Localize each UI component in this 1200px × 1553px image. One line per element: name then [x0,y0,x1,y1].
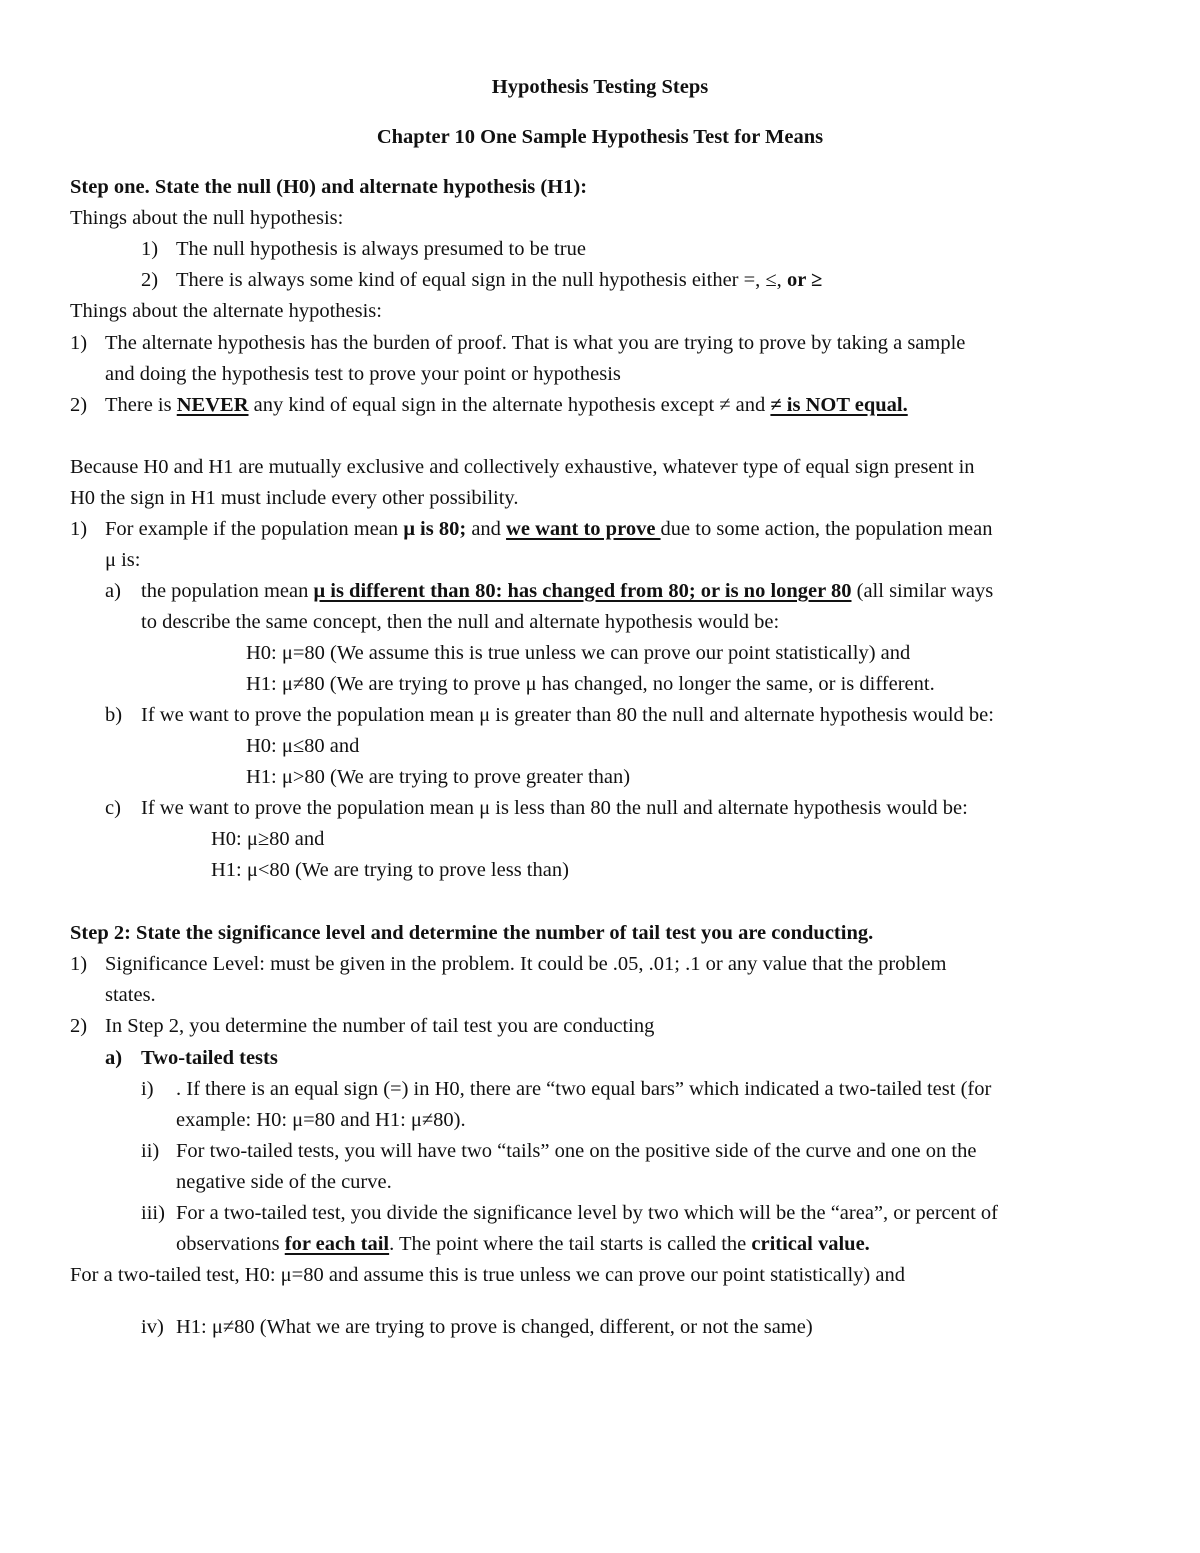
sub-a-marker: a) [105,1047,123,1069]
roman-ii-line2: negative side of the curve. [176,1171,392,1193]
alt-item-2-marker: 2) [70,394,88,416]
case-b-h0: H0: μ≤80 and [246,735,360,757]
alt-item-2-pre: There is [105,394,177,416]
example-pre: For example if the population mean [105,518,404,540]
step2-item-2-text: In Step 2, you determine the number of tail test you are conducting [105,1015,655,1037]
case-a-h1: H1: μ≠80 (We are trying to prove μ has changed, no longer the same, or is different. [246,673,935,695]
example-post: due to some action, the population mean [660,518,993,540]
case-c-text: If we want to prove the population mean μ is less than 80 the null and alternate hypothesis would be: [141,797,968,819]
alt-intro: Things about the alternate hypothesis: [70,300,382,322]
roman-ii-line1: For two-tailed tests, you will have two “tails” one on the positive side of the curve and one on the [176,1140,977,1162]
case-a-line-1 [141,578,993,604]
step2-heading: Step 2: State the significance level and determine the number of tail test you are conducting. [70,922,874,944]
case-a-line-2: to describe the same concept, then the null and alternate hypothesis would be: [141,611,780,633]
case-b-text: If we want to prove the population mean μ is greater than 80 the null and alternate hypothesis would be: [141,704,994,726]
example-line-2: μ is: [105,549,141,571]
example-mid: and [466,518,507,540]
alt-item-2 [105,392,908,418]
null-item-2 [176,267,822,293]
critical-value-emphasis: critical value. [751,1233,870,1255]
null-item-2-bold: or ≥ [786,269,823,291]
null-item-1-marker: 1) [141,238,159,260]
roman-iii-mid: . The point where the tail starts is called the [389,1233,752,1255]
case-b-h1: H1: μ>80 (We are trying to prove greater than) [246,766,631,788]
roman-i-line1: . If there is an equal sign (=) in H0, there are “two equal bars” which indicated a two-tailed test (for [176,1078,992,1100]
alt-item-1-line1: The alternate hypothesis has the burden of proof. That is what you are trying to prove by taking a sample [105,332,966,354]
because-line-1: Because H0 and H1 are mutually exclusive and collectively exhaustive, whatever type of equal sign present in [70,456,975,478]
roman-i-marker: i) [141,1078,154,1100]
roman-iii-pre: observations [176,1233,285,1255]
case-c-h1: H1: μ<80 (We are trying to prove less than) [211,859,569,881]
case-b-marker: b) [105,704,123,726]
alt-item-2-mid: any kind of equal sign in the alternate hypothesis except ≠ and [248,394,771,416]
step2-item-1-line2: states. [105,984,156,1006]
alt-item-1-marker: 1) [70,332,88,354]
document-subtitle: Chapter 10 One Sample Hypothesis Test for Means [376,126,824,148]
null-intro: Things about the null hypothesis: [70,207,344,229]
two-tailed-h0-line: For a two-tailed test, H0: μ=80 and assume this is true unless we can prove our point statistically) and [70,1264,905,1286]
step2-item-2-marker: 2) [70,1015,88,1037]
document-title: Hypothesis Testing Steps [491,76,709,98]
roman-i-line2: example: H0: μ=80 and H1: μ≠80). [176,1109,466,1131]
roman-iii-marker: iii) [141,1202,165,1224]
roman-iii-line2 [176,1231,870,1257]
roman-iii-line1: For a two-tailed test, you divide the significance level by two which will be the “area”, or percent of [176,1202,998,1224]
two-tailed-heading: Two-tailed tests [141,1047,278,1069]
alt-item-1-line2: and doing the hypothesis test to prove your point or hypothesis [105,363,621,385]
because-line-2: H0 the sign in H1 must include every other possibility. [70,487,519,509]
roman-iv-marker: iv) [141,1316,164,1338]
step1-heading: Step one. State the null (H0) and alternate hypothesis (H1): [70,176,588,198]
not-equal-emphasis: ≠ is NOT equal. [770,394,908,416]
roman-ii-marker: ii) [141,1140,160,1162]
null-item-2-text: There is always some kind of equal sign in the null hypothesis either =, ≤, [176,269,787,291]
case-c-marker: c) [105,797,121,819]
case-a-pre: the population mean [141,580,314,602]
example-marker: 1) [70,518,88,540]
null-item-2-marker: 2) [141,269,159,291]
step2-item-1-marker: 1) [70,953,88,975]
example-line-1 [105,516,992,542]
case-c-h0: H0: μ≥80 and [211,828,325,850]
case-a-h0: H0: μ=80 (We assume this is true unless we can prove our point statistically) and [246,642,911,664]
case-a-marker: a) [105,580,121,602]
null-item-1-text: The null hypothesis is always presumed to be true [176,238,586,260]
roman-iv-text: H1: μ≠80 (What we are trying to prove is changed, different, or not the same) [176,1316,813,1338]
for-each-tail-emphasis: for each tail [284,1233,390,1255]
never-emphasis: NEVER [176,394,249,416]
example-bold-mu: μ is 80; [403,518,467,540]
example-want-to-prove: we want to prove [506,518,661,540]
case-a-post: (all similar ways [851,580,994,602]
case-a-emphasis: μ is different than 80: has changed from 80; or is no longer 80 [313,580,852,602]
step2-item-1-line1: Significance Level: must be given in the problem. It could be .05, .01; .1 or any value that the problem [105,953,947,975]
